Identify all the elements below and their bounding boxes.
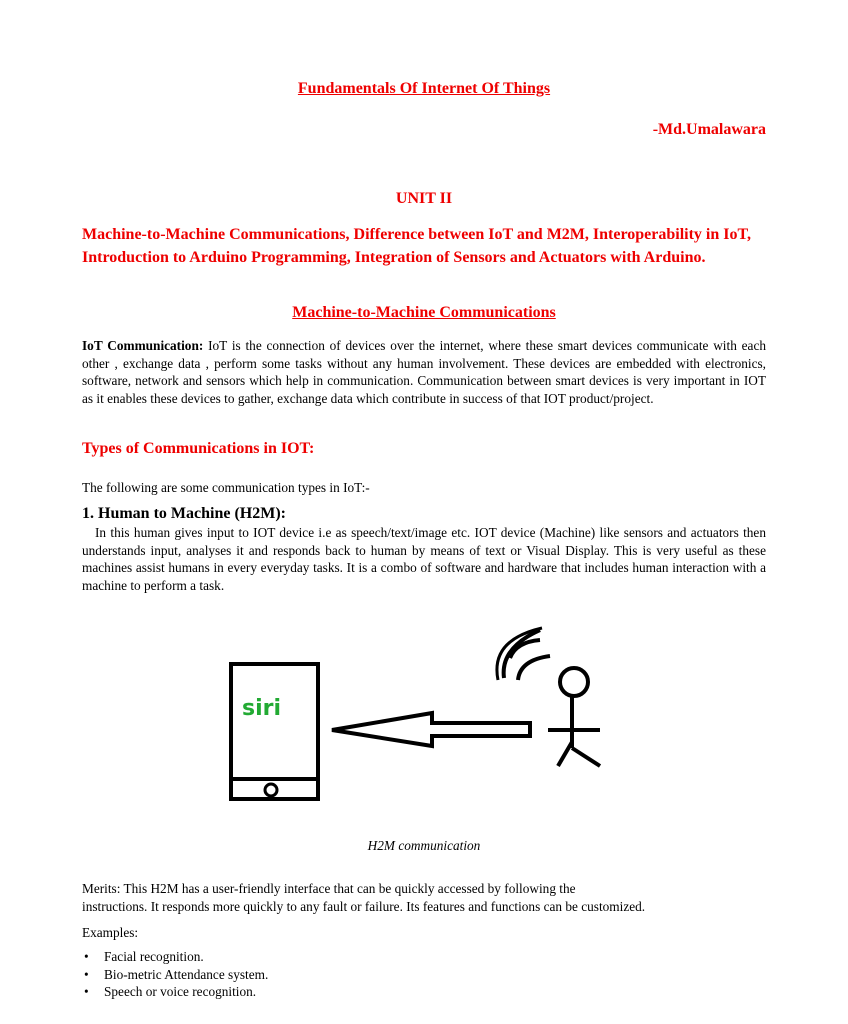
types-heading: Types of Communications in IOT: — [82, 440, 315, 457]
h2m-heading: 1. Human to Machine (H2M): — [82, 505, 286, 522]
examples-list — [82, 948, 268, 1001]
arrow-left-icon — [332, 713, 530, 746]
types-intro: The following are some communication types in IoT:- — [82, 480, 370, 495]
list-item: • Facial recognition. — [84, 949, 204, 964]
figure-caption: H2M communication — [367, 838, 481, 853]
iot-communication-label: IoT Communication: — [82, 338, 204, 353]
document-title: Fundamentals Of Internet Of Things — [297, 80, 551, 97]
person-icon — [548, 668, 600, 766]
section-heading: Machine-to-Machine Communications — [292, 304, 556, 321]
merits-line-2: instructions. It responds more quickly to any fault or failure. Its features and functions can be customized. — [82, 899, 646, 914]
h2m-paragraph: In this human gives input to IOT device i.e as speech/text/image etc. IOT device (Machine) like sensors and actuators then understands input, analyses it and responds back to human by means of text or Visual Display. This is very useful as these machines assist humans in every everyday tasks. It is a combo of software and hardware that includes human interaction with a machine to perform a task. — [82, 525, 770, 593]
list-item: • Speech or voice recognition. — [84, 984, 257, 999]
author-name: -Md.Umalawara — [652, 121, 766, 138]
unit-topics: Machine-to-Machine Communications, Difference between IoT and M2M, Interoperability in IoT, Introduction to Arduino Programming, Integration of Sensors and Actuators with Arduino. — [82, 226, 751, 266]
unit-heading: UNIT II — [395, 190, 453, 207]
iot-communication-text: IoT is the connection of devices over the internet, where these smart devices communicate with each other , exchange data , perform some tasks without any human involvement. These devices are embedded with electronics, software, network and sensors which help in communication. Communication between smart devices is very important in IOT as it enables these devices to gather, exchange data which contribute in success of that IOT product/project. — [82, 338, 766, 406]
phone-home-button-icon — [265, 784, 277, 796]
list-item: • Bio-metric Attendance system. — [84, 966, 269, 982]
h2m-diagram — [220, 620, 620, 810]
merits-line-1: Merits: This H2M has a user-friendly interface that can be quickly accessed by following the — [82, 881, 576, 896]
examples-label: Examples: — [82, 925, 139, 940]
iot-communication-paragraph — [82, 337, 766, 407]
siri-label: siri — [242, 696, 282, 721]
